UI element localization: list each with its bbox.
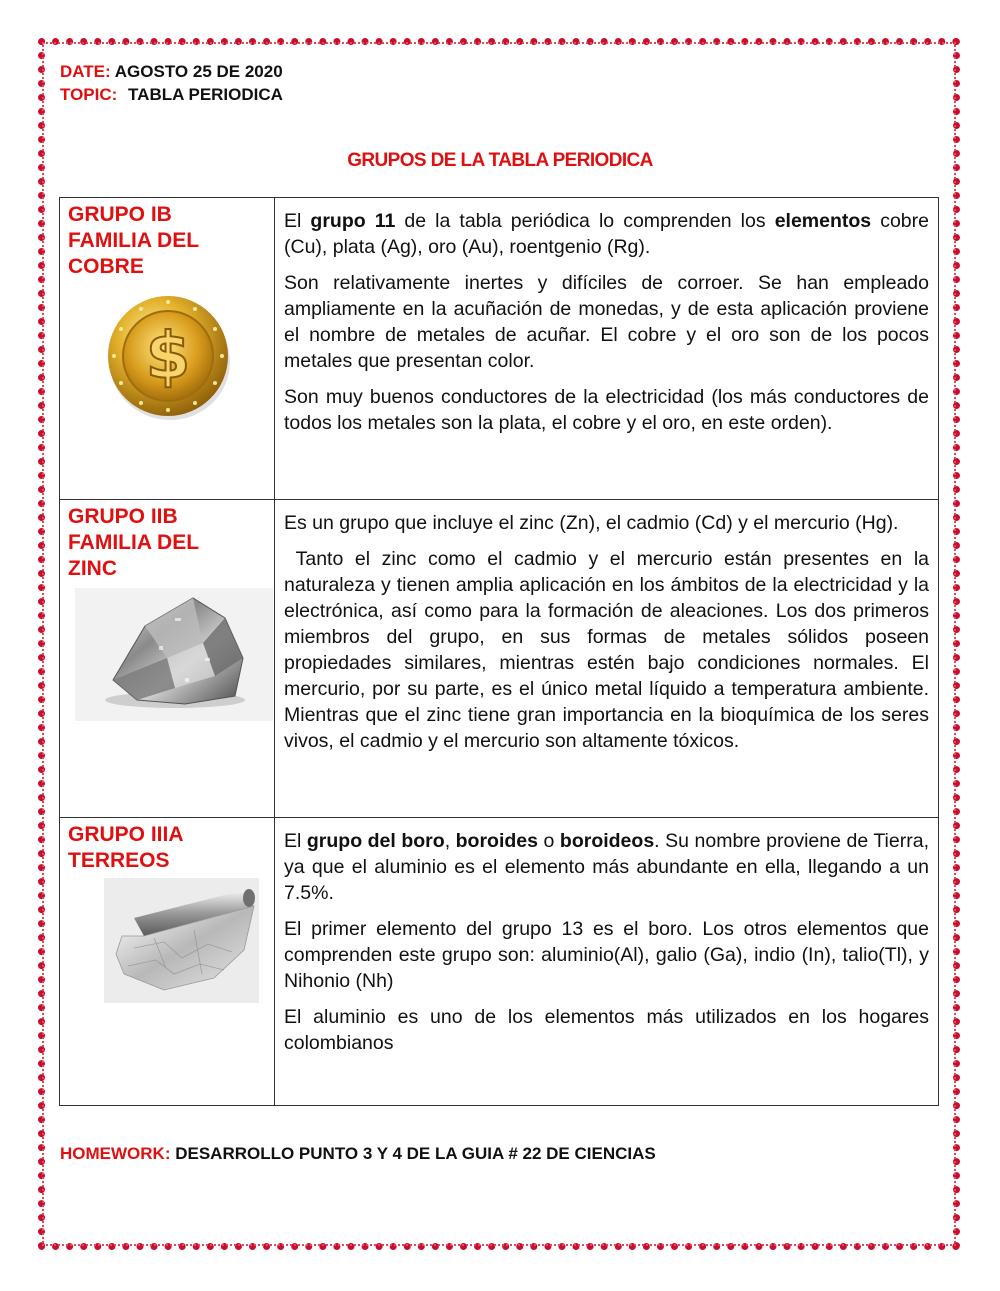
topic-value: TABLA PERIODICA [128, 85, 283, 104]
paragraph: Tanto el zinc como el cadmio y el mercurio están presentes en la naturaleza y tienen amplia aplicación en los ámbitos de la electricidad y la electrónica, así como para la formación de aleaciones. Los dos primeros miembros del grupo, en sus formas de metales sólidos poseen propiedades similares, mientras estén bajo condiciones normales. El mercurio, por su parte, es el único metal líquido a temperatura ambiente. Mientras que el zinc tiene gran importancia en la bioquímica de los seres vivos, el cadmio y el mercurio son altamente tóxicos. [284, 548, 935, 752]
group-title: GRUPO IIIA TERREOS [68, 823, 184, 872]
table-row [60, 818, 939, 1106]
date-label: DATE: [60, 62, 111, 81]
group-description-cell [275, 198, 939, 500]
date-value: AGOSTO 25 DE 2020 [114, 62, 283, 81]
zinc-rock-icon [75, 588, 273, 721]
homework-text: DESARROLLO PUNTO 3 Y 4 DE LA GUIA # 22 DE CIENCIAS [170, 1144, 656, 1163]
topic-line [60, 83, 283, 106]
aluminum-foil-icon [104, 878, 259, 1003]
date-line [60, 60, 283, 83]
group-description-cell [275, 500, 939, 818]
page-title: GRUPOS DE LA TABLA PERIODICA [347, 150, 653, 171]
table-row [60, 198, 939, 500]
header [60, 60, 283, 106]
paragraph: El primer elemento del grupo 13 es el boro. Los otros elementos que comprenden este grupo son: aluminio(Al), galio (Ga), indio (In), talio(Tl), y Nihonio (Nh) [284, 918, 929, 992]
paragraph: Son muy buenos conductores de la electricidad (los más conductores de todos los metales son la plata, el cobre y el oro, en este orden). [284, 386, 929, 434]
paragraph: Es un grupo que incluye el zinc (Zn), el cadmio (Cd) y el mercurio (Hg). [284, 512, 899, 534]
svg-text:$: $ [145, 320, 191, 394]
table-row [60, 500, 939, 818]
topic-label: TOPIC: [60, 85, 118, 104]
group-description-cell [275, 818, 939, 1106]
paragraph: El grupo del boro, boroides o boroideos. Su nombre proviene de Tierra, ya que el aluminio es el elemento más abundante en ella, llegando a un 7.5%. [284, 830, 929, 904]
groups-table [59, 197, 939, 1106]
group-title: GRUPO IB FAMILIA DEL COBRE [68, 203, 200, 278]
group-label-cell [60, 500, 275, 818]
gold-coin-icon [98, 286, 238, 426]
group-label-cell [60, 818, 275, 1106]
paragraph: El aluminio es uno de los elementos más utilizados en los hogares colombianos [284, 1006, 929, 1054]
group-label-cell [60, 198, 275, 500]
group-title: GRUPO IIB FAMILIA DEL ZINC [68, 505, 200, 580]
paragraph: El grupo 11 de la tabla periódica lo comprenden los elementos cobre (Cu), plata (Ag), oro (Au), roentgenio (Rg). [284, 210, 929, 258]
paragraph: Son relativamente inertes y difíciles de corroer. Se han empleado ampliamente en la acuñación de monedas, y de esta aplicación proviene el nombre de metales de acuñar. El cobre y el oro son de los pocos metales que presentan color. [284, 272, 929, 372]
homework-label: HOMEWORK: [60, 1144, 171, 1163]
homework-line [60, 1144, 656, 1164]
